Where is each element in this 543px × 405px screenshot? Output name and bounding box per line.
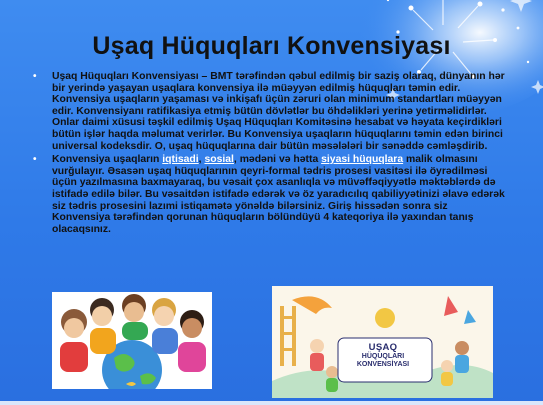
link-economic[interactable]: iqtisadi bbox=[162, 154, 199, 166]
poster-title-line-1: UŞAQ bbox=[368, 342, 398, 353]
link-political-rights[interactable]: siyasi hüquqlara bbox=[321, 154, 404, 166]
poster-title-line-2: HÜQUQLARI bbox=[361, 352, 405, 360]
paragraph-2-text-end: malik olmasını vurğulayır. Əsasən uşaq hüquqlarının qeyri-formal tədris prosesi vasitəsi ilə öyrədilməsi üçün yazılmasına baxmayaraq, bu vəsait çox asanlıqla və müvəffəqiyyətlə məktəblərdə də istifadə edilə bilər. Bu vəsaitdən istifadə edərək və öz yaradıcılıq qabiliyyətinizi əlavə edərək siz tədris prosesini lazımi istiqamətə yönəldə bilərsiniz. Giriş hissədən sonra siz Konvensiya tərəfindən qorunan hüquqların bölündüyü 4 kateqoriya ilə yaxından tanış olacaqsınız. bbox=[52, 154, 505, 235]
paragraph-1-text: Uşaq Hüquqları Konvensiyası – BMT tərəfindən qəbul edilmiş bir saziş olaraq, dünyanın hər bir yerində yaşayan uşaqlara konvensiya ilə müəyyən edilmiş hüquqları təmin edir. Konvensiya uşaqların yaşaması və inkişafı üçün zəruri olan minimum standartları müəyyən edir. Konvensiyanı ratifikasiya etmiş bütün dövlətlər bu öhdəlikləri yerinə yetirməlidirlər. Onlar daimi xüsusi təşkil edilmiş Uşaq Hüquqları Komitəsinə hesabat və həyata keçirdikləri bütün işlər haqda məlumat verirlər. Bu Konvensiya uşaqların hüquqlarını təmin edən birinci universal kodeksdir. O, uşaq hüquqlarına dair bütün məsələləri bir sənəddə cəmləşdirib. bbox=[52, 71, 505, 152]
slide-body bbox=[30, 71, 508, 237]
paragraph-2-text-mid: , mədəni və həttа bbox=[233, 154, 322, 166]
bullet-icon: • bbox=[33, 154, 37, 166]
separator: , bbox=[198, 154, 205, 166]
slide-bottom-edge bbox=[0, 401, 543, 405]
children-globe-image bbox=[52, 292, 212, 389]
bullet-icon: • bbox=[33, 71, 37, 82]
convention-poster-image bbox=[272, 286, 493, 398]
poster-title bbox=[344, 344, 422, 370]
slide-title: Uşaq Hüquqları Konvensiyası bbox=[92, 32, 451, 60]
bullet-paragraph-1 bbox=[30, 71, 508, 152]
children-globe-illustration bbox=[52, 292, 212, 389]
link-social[interactable]: sosial bbox=[204, 154, 234, 166]
poster-title-line-3: KONVENSİYASI bbox=[356, 361, 410, 368]
bullet-paragraph-2 bbox=[30, 154, 508, 235]
paragraph-2-text-start: Konvensiya uşaqların bbox=[52, 154, 163, 166]
